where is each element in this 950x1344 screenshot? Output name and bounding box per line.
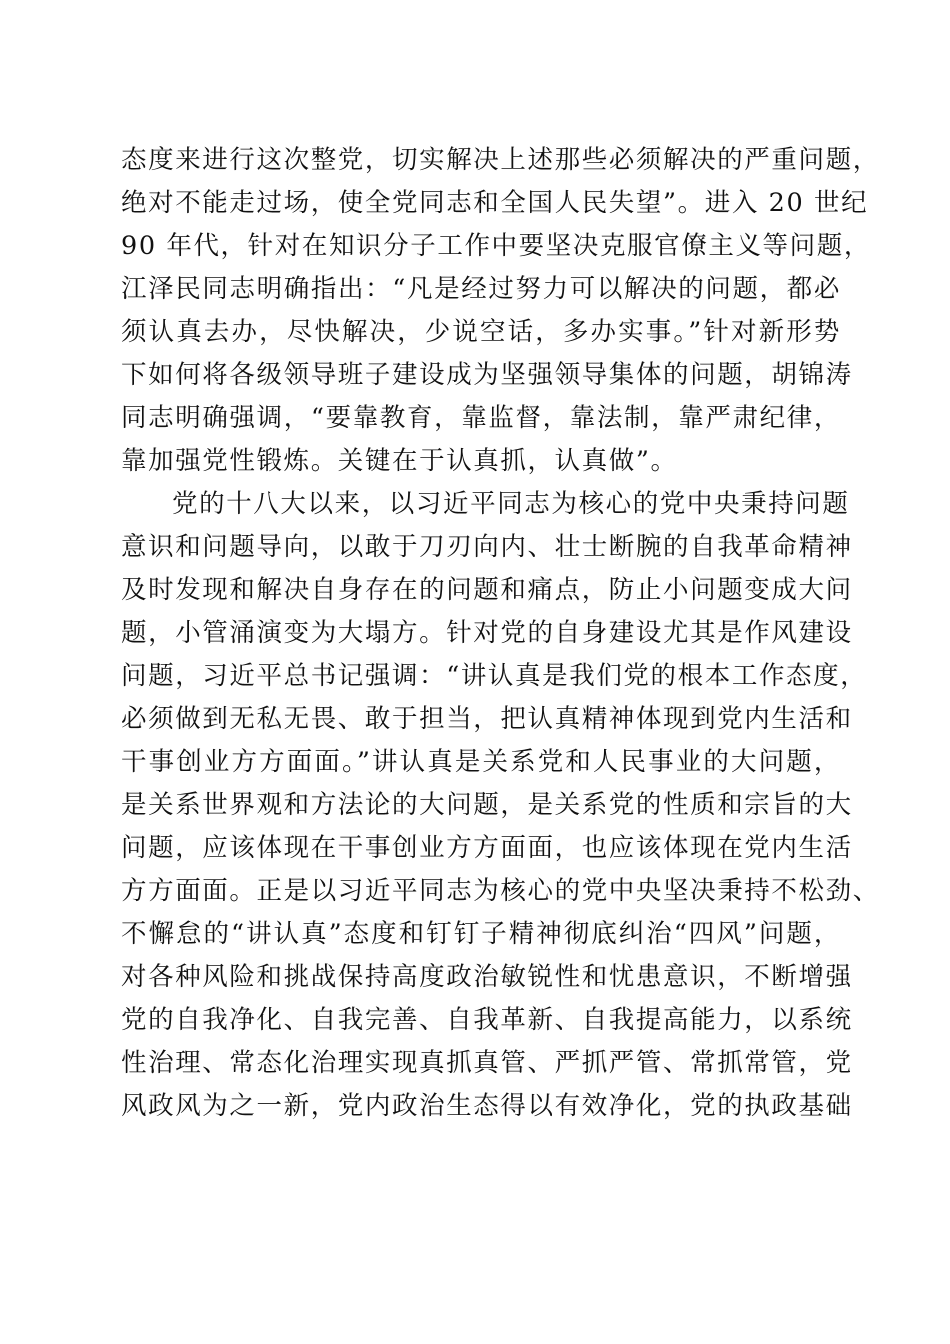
text-line: 及时发现和解决自身存在的问题和痛点，防止小问题变成大问 xyxy=(121,575,853,605)
text-line: 是关系世界观和方法论的大问题，是关系党的性质和宗旨的大 xyxy=(121,790,853,820)
text-line: 党的自我净化、自我完善、自我革新、自我提高能力，以系统 xyxy=(121,1005,853,1035)
text-line: 意识和问题导向，以敢于刀刃向内、壮士断腕的自我革命精神 xyxy=(121,532,853,562)
text-line: 靠加强党性锻炼。关键在于认真抓，认真做”。 xyxy=(121,446,678,476)
text-line: 干事创业方方面面。”讲认真是关系党和人民事业的大问题， xyxy=(121,747,841,777)
text-line: 绝对不能走过场，使全党同志和全国人民失望”。进入 20 世纪 xyxy=(121,188,869,218)
text-line: 风政风为之一新，党内政治生态得以有效净化，党的执政基础 xyxy=(121,1091,853,1121)
text-line: 态度来进行这次整党，切实解决上述那些必须解决的严重问题， xyxy=(121,145,880,175)
paragraph-2 xyxy=(121,483,880,1128)
text-line: 须认真去办，尽快解决，少说空话，多办实事。”针对新形势 xyxy=(121,317,841,347)
text-line: 题，小管涌演变为大塌方。针对党的自身建设尤其是作风建设 xyxy=(121,618,853,648)
text-line: 对各种风险和挑战保持高度政治敏锐性和忧患意识，不断增强 xyxy=(121,962,853,992)
text-line: 问题，习近平总书记强调：“讲认真是我们党的根本工作态度， xyxy=(121,661,868,691)
text-line: 不懈怠的“讲认真”态度和钉钉子精神彻底纠治“四风”问题， xyxy=(121,919,841,949)
text-line: 90 年代，针对在知识分子工作中要坚决克服官僚主义等问题， xyxy=(121,231,871,261)
paragraph-1 xyxy=(121,139,880,483)
text-line: 问题，应该体现在干事创业方方面面，也应该体现在党内生活 xyxy=(121,833,853,863)
text-line: 方方面面。正是以习近平同志为核心的党中央坚决秉持不松劲、 xyxy=(121,876,880,906)
text-line: 性治理、常态化治理实现真抓真管、严抓严管、常抓常管，党 xyxy=(121,1048,853,1078)
text-line: 必须做到无私无畏、敢于担当，把认真精神体现到党内生活和 xyxy=(121,704,853,734)
text-line: 同志明确强调，“要靠教育，靠监督，靠法制，靠严肃纪律， xyxy=(121,403,841,433)
text-line: 下如何将各级领导班子建设成为坚强领导集体的问题，胡锦涛 xyxy=(121,360,853,390)
text-line: 党的十八大以来，以习近平同志为核心的党中央秉持问题 xyxy=(172,489,850,519)
document-body xyxy=(121,139,880,1128)
text-line: 江泽民同志明确指出：“凡是经过努力可以解决的问题，都必 xyxy=(121,274,841,304)
